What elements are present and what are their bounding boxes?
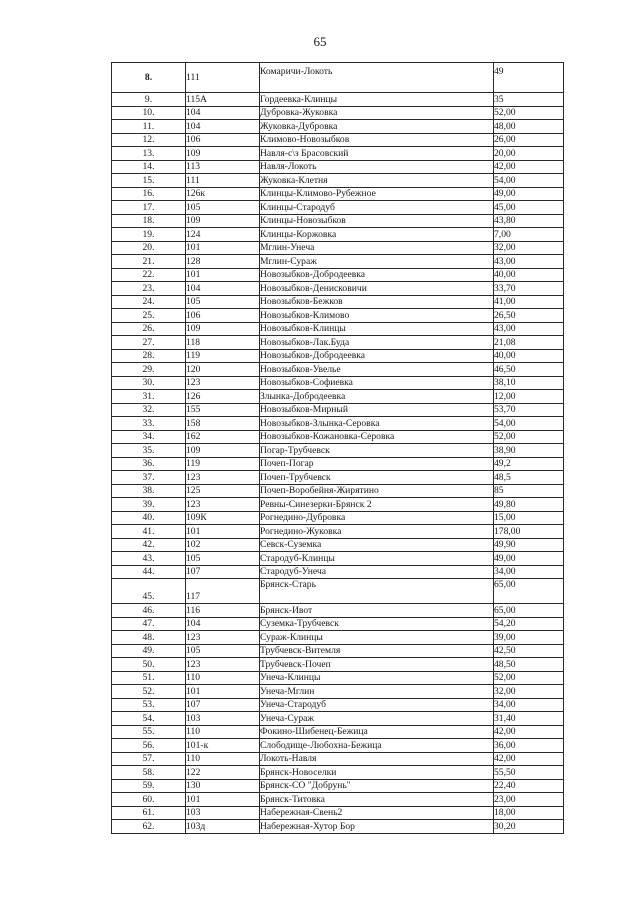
table-row	[112, 430, 564, 444]
fare-cell: 40,00	[494, 268, 564, 282]
route-number-cell: 109	[186, 214, 260, 228]
fare-cell: 23,00	[494, 793, 564, 807]
fare-cell: 55,50	[494, 766, 564, 780]
route-number-cell: 107	[186, 565, 260, 579]
route-number-cell: 110	[186, 725, 260, 739]
route-name-cell: Новозыбков-Клинцы	[260, 322, 494, 336]
route-number-cell: 104	[186, 282, 260, 296]
row-number-cell: 10.	[112, 106, 186, 120]
table-row	[112, 444, 564, 458]
route-number-cell: 111	[186, 63, 260, 93]
route-name-cell: Клинцы-Стародуб	[260, 201, 494, 215]
table-row	[112, 187, 564, 201]
fare-cell: 54,20	[494, 617, 564, 631]
row-number-cell: 53.	[112, 698, 186, 712]
route-number-cell: 125	[186, 484, 260, 498]
route-name-cell: Брянск-Новоселки	[260, 766, 494, 780]
route-number-cell: 123	[186, 658, 260, 672]
fare-cell: 43,00	[494, 322, 564, 336]
route-name-cell: Новозыбков-Софиевка	[260, 376, 494, 390]
route-number-cell: 101-к	[186, 739, 260, 753]
fare-cell: 12,00	[494, 390, 564, 404]
route-name-cell: Трубчевск-Витемля	[260, 644, 494, 658]
route-name-cell: Новозыбков-Увелье	[260, 363, 494, 377]
route-number-cell: 105	[186, 644, 260, 658]
routes-table	[111, 62, 564, 834]
row-number-cell: 60.	[112, 793, 186, 807]
fare-cell: 46,50	[494, 363, 564, 377]
route-number-cell: 101	[186, 685, 260, 699]
row-number-cell: 39.	[112, 498, 186, 512]
fare-cell: 15,00	[494, 511, 564, 525]
row-number-cell: 16.	[112, 187, 186, 201]
route-number-cell: 107	[186, 698, 260, 712]
table-row	[112, 579, 564, 604]
route-name-cell: Злынка-Добродеевка	[260, 390, 494, 404]
table-row	[112, 390, 564, 404]
row-number-cell: 51.	[112, 671, 186, 685]
row-number-cell: 61.	[112, 806, 186, 820]
fare-cell: 42,00	[494, 725, 564, 739]
route-name-cell: Стародуб-Клинцы	[260, 552, 494, 566]
table-row	[112, 471, 564, 485]
fare-cell: 42,00	[494, 160, 564, 174]
table-row	[112, 698, 564, 712]
fare-cell: 43,00	[494, 255, 564, 269]
route-name-cell: Рогнедино-Дубровка	[260, 511, 494, 525]
row-number-cell: 59.	[112, 779, 186, 793]
route-number-cell: 120	[186, 363, 260, 377]
fare-cell: 18,00	[494, 806, 564, 820]
route-number-cell: 103д	[186, 820, 260, 834]
table-row	[112, 63, 564, 93]
table-row	[112, 214, 564, 228]
row-number-cell: 52.	[112, 685, 186, 699]
row-number-cell: 30.	[112, 376, 186, 390]
fare-cell: 49	[494, 63, 564, 93]
table-row	[112, 766, 564, 780]
table-row	[112, 349, 564, 363]
row-number-cell: 44.	[112, 565, 186, 579]
table-row	[112, 417, 564, 431]
route-number-cell: 126к	[186, 187, 260, 201]
table-row	[112, 631, 564, 645]
table-row	[112, 268, 564, 282]
table-row	[112, 336, 564, 350]
route-name-cell: Мглин-Унеча	[260, 241, 494, 255]
fare-cell: 26,00	[494, 133, 564, 147]
table-row	[112, 376, 564, 390]
fare-cell: 48,5	[494, 471, 564, 485]
table-row	[112, 160, 564, 174]
route-number-cell: 106	[186, 133, 260, 147]
row-number-cell: 17.	[112, 201, 186, 215]
route-name-cell: Стародуб-Унеча	[260, 565, 494, 579]
row-number-cell: 43.	[112, 552, 186, 566]
fare-cell: 49,00	[494, 552, 564, 566]
table-row	[112, 658, 564, 672]
fare-cell: 7,00	[494, 228, 564, 242]
route-number-cell: 103	[186, 712, 260, 726]
table-row	[112, 120, 564, 134]
route-name-cell: Новозыбков-Лак.Буда	[260, 336, 494, 350]
route-number-cell: 102	[186, 538, 260, 552]
route-name-cell: Жуковка-Клетня	[260, 174, 494, 188]
fare-cell: 49,80	[494, 498, 564, 512]
route-name-cell: Погар-Трубчевск	[260, 444, 494, 458]
route-number-cell: 116	[186, 604, 260, 618]
route-number-cell: 122	[186, 766, 260, 780]
fare-cell: 33,70	[494, 282, 564, 296]
route-name-cell: Клинцы-Климово-Рубежное	[260, 187, 494, 201]
row-number-cell: 15.	[112, 174, 186, 188]
fare-cell: 34,00	[494, 698, 564, 712]
fare-cell: 32,00	[494, 241, 564, 255]
table-row	[112, 174, 564, 188]
row-number-cell: 37.	[112, 471, 186, 485]
row-number-cell: 57.	[112, 752, 186, 766]
row-number-cell: 20.	[112, 241, 186, 255]
row-number-cell: 18.	[112, 214, 186, 228]
route-name-cell: Новозыбков-Денисковичи	[260, 282, 494, 296]
row-number-cell: 19.	[112, 228, 186, 242]
fare-cell: 42,00	[494, 752, 564, 766]
fare-cell: 52,00	[494, 671, 564, 685]
fare-cell: 52,00	[494, 430, 564, 444]
row-number-cell: 36.	[112, 457, 186, 471]
route-number-cell: 109	[186, 444, 260, 458]
row-number-cell: 26.	[112, 322, 186, 336]
route-number-cell: 119	[186, 349, 260, 363]
route-name-cell: Новозыбков-Добродеевка	[260, 349, 494, 363]
route-name-cell: Набережная-Свень2	[260, 806, 494, 820]
table-row	[112, 806, 564, 820]
table-row	[112, 820, 564, 834]
fare-cell: 54,00	[494, 417, 564, 431]
fare-cell: 31,40	[494, 712, 564, 726]
route-number-cell: 109	[186, 147, 260, 161]
route-name-cell: Брянск-Ивот	[260, 604, 494, 618]
route-number-cell: 104	[186, 617, 260, 631]
route-name-cell: Клинцы-Новозыбков	[260, 214, 494, 228]
table-row	[112, 644, 564, 658]
row-number-cell: 32.	[112, 403, 186, 417]
table-row	[112, 282, 564, 296]
row-number-cell: 41.	[112, 525, 186, 539]
table-row	[112, 228, 564, 242]
table-row	[112, 538, 564, 552]
route-number-cell: 115А	[186, 93, 260, 107]
table-row	[112, 793, 564, 807]
route-name-cell: Брянск-СО "Добрунь"	[260, 779, 494, 793]
route-number-cell: 124	[186, 228, 260, 242]
row-number-cell: 50.	[112, 658, 186, 672]
route-name-cell: Новозыбков-Мирный	[260, 403, 494, 417]
fare-cell: 34,00	[494, 565, 564, 579]
route-name-cell: Унеча-Сураж	[260, 712, 494, 726]
route-name-cell: Жуковка-Дубровка	[260, 120, 494, 134]
fare-cell: 42,50	[494, 644, 564, 658]
row-number-cell: 54.	[112, 712, 186, 726]
route-name-cell: Навля-с\з Брасовский	[260, 147, 494, 161]
table-row	[112, 604, 564, 618]
route-number-cell: 101	[186, 268, 260, 282]
fare-cell: 35	[494, 93, 564, 107]
route-number-cell: 123	[186, 376, 260, 390]
table-row	[112, 255, 564, 269]
route-name-cell: Суземка-Трубчевск	[260, 617, 494, 631]
row-number-cell: 11.	[112, 120, 186, 134]
fare-cell: 30,20	[494, 820, 564, 834]
table-row	[112, 739, 564, 753]
row-number-cell: 38.	[112, 484, 186, 498]
route-number-cell: 162	[186, 430, 260, 444]
table-row	[112, 511, 564, 525]
route-number-cell: 119	[186, 457, 260, 471]
route-number-cell: 123	[186, 498, 260, 512]
table-row	[112, 309, 564, 323]
route-name-cell: Гордеевка-Клинцы	[260, 93, 494, 107]
table-row	[112, 565, 564, 579]
route-name-cell: Новозыбков-Кожановка-Серовка	[260, 430, 494, 444]
fare-cell: 40,00	[494, 349, 564, 363]
route-name-cell: Севск-Суземка	[260, 538, 494, 552]
table-row	[112, 752, 564, 766]
row-number-cell: 34.	[112, 430, 186, 444]
route-name-cell: Брянск-Старь	[260, 579, 494, 604]
fare-cell: 54,00	[494, 174, 564, 188]
row-number-cell: 56.	[112, 739, 186, 753]
table-row	[112, 617, 564, 631]
route-name-cell: Локоть-Навля	[260, 752, 494, 766]
route-number-cell: 105	[186, 201, 260, 215]
route-name-cell: Почеп-Воробейня-Жирятино	[260, 484, 494, 498]
fare-cell: 178,00	[494, 525, 564, 539]
route-number-cell: 101	[186, 525, 260, 539]
row-number-cell: 13.	[112, 147, 186, 161]
fare-cell: 41,00	[494, 295, 564, 309]
row-number-cell: 29.	[112, 363, 186, 377]
row-number-cell: 28.	[112, 349, 186, 363]
fare-cell: 43,80	[494, 214, 564, 228]
fare-cell: 65,00	[494, 579, 564, 604]
route-number-cell: 113	[186, 160, 260, 174]
route-name-cell: Унеча-Мглин	[260, 685, 494, 699]
row-number-cell: 22.	[112, 268, 186, 282]
route-number-cell: 101	[186, 241, 260, 255]
fare-cell: 49,2	[494, 457, 564, 471]
row-number-cell: 47.	[112, 617, 186, 631]
table-row	[112, 403, 564, 417]
row-number-cell: 55.	[112, 725, 186, 739]
table-row	[112, 725, 564, 739]
fare-cell: 49,90	[494, 538, 564, 552]
route-number-cell: 155	[186, 403, 260, 417]
route-name-cell: Ревны-Синезерки-Брянск 2	[260, 498, 494, 512]
fare-cell: 65,00	[494, 604, 564, 618]
route-number-cell: 105	[186, 295, 260, 309]
route-name-cell: Почеп-Трубчевск	[260, 471, 494, 485]
route-number-cell: 158	[186, 417, 260, 431]
route-name-cell: Дубровка-Жуковка	[260, 106, 494, 120]
row-number-cell: 62.	[112, 820, 186, 834]
fare-cell: 22,40	[494, 779, 564, 793]
route-name-cell: Новозыбков-Добродеевка	[260, 268, 494, 282]
fare-cell: 49,00	[494, 187, 564, 201]
routes-table-body	[112, 63, 564, 834]
table-row	[112, 498, 564, 512]
fare-cell: 38,10	[494, 376, 564, 390]
fare-cell: 53,70	[494, 403, 564, 417]
route-number-cell: 117	[186, 579, 260, 604]
route-name-cell: Навля-Локоть	[260, 160, 494, 174]
table-row	[112, 363, 564, 377]
fare-cell: 32,00	[494, 685, 564, 699]
table-row	[112, 241, 564, 255]
row-number-cell: 42.	[112, 538, 186, 552]
fare-cell: 20,00	[494, 147, 564, 161]
route-name-cell: Слободище-Любохна-Бежица	[260, 739, 494, 753]
route-number-cell: 123	[186, 471, 260, 485]
route-name-cell: Набережная-Хутор Бор	[260, 820, 494, 834]
row-number-cell: 24.	[112, 295, 186, 309]
route-name-cell: Клинцы-Коржовка	[260, 228, 494, 242]
table-row	[112, 685, 564, 699]
route-number-cell: 101	[186, 793, 260, 807]
fare-cell: 48,50	[494, 658, 564, 672]
table-row	[112, 671, 564, 685]
row-number-cell: 9.	[112, 93, 186, 107]
row-number-cell: 14.	[112, 160, 186, 174]
route-name-cell: Трубчевск-Почеп	[260, 658, 494, 672]
row-number-cell: 23.	[112, 282, 186, 296]
route-number-cell: 104	[186, 106, 260, 120]
table-row	[112, 457, 564, 471]
table-row	[112, 552, 564, 566]
row-number-cell: 8.	[112, 63, 186, 93]
route-name-cell: Брянск-Титовка	[260, 793, 494, 807]
route-number-cell: 110	[186, 752, 260, 766]
row-number-cell: 31.	[112, 390, 186, 404]
table-row	[112, 484, 564, 498]
table-row	[112, 201, 564, 215]
fare-cell: 45,00	[494, 201, 564, 215]
route-name-cell: Фокино-Шибенец-Бежица	[260, 725, 494, 739]
route-name-cell: Климово-Новозыбков	[260, 133, 494, 147]
table-row	[112, 779, 564, 793]
fare-cell: 85	[494, 484, 564, 498]
fare-cell: 38,90	[494, 444, 564, 458]
route-number-cell: 109К	[186, 511, 260, 525]
route-number-cell: 106	[186, 309, 260, 323]
row-number-cell: 58.	[112, 766, 186, 780]
fare-cell: 26,50	[494, 309, 564, 323]
table-row	[112, 93, 564, 107]
route-number-cell: 111	[186, 174, 260, 188]
route-number-cell: 123	[186, 631, 260, 645]
route-name-cell: Новозыбков-Злынка-Серовка	[260, 417, 494, 431]
row-number-cell: 45.	[112, 579, 186, 604]
route-name-cell: Почеп-Погар	[260, 457, 494, 471]
row-number-cell: 12.	[112, 133, 186, 147]
row-number-cell: 40.	[112, 511, 186, 525]
row-number-cell: 25.	[112, 309, 186, 323]
route-number-cell: 103	[186, 806, 260, 820]
row-number-cell: 33.	[112, 417, 186, 431]
row-number-cell: 48.	[112, 631, 186, 645]
page-number: 65	[313, 34, 327, 49]
table-row	[112, 147, 564, 161]
route-name-cell: Унеча-Клинцы	[260, 671, 494, 685]
row-number-cell: 46.	[112, 604, 186, 618]
route-number-cell: 105	[186, 552, 260, 566]
fare-cell: 39,00	[494, 631, 564, 645]
route-number-cell: 130	[186, 779, 260, 793]
row-number-cell: 21.	[112, 255, 186, 269]
route-number-cell: 104	[186, 120, 260, 134]
route-number-cell: 118	[186, 336, 260, 350]
table-row	[112, 106, 564, 120]
table-row	[112, 322, 564, 336]
route-number-cell: 110	[186, 671, 260, 685]
fare-cell: 52,00	[494, 106, 564, 120]
row-number-cell: 27.	[112, 336, 186, 350]
route-number-cell: 109	[186, 322, 260, 336]
table-row	[112, 133, 564, 147]
fare-cell: 21,08	[494, 336, 564, 350]
route-name-cell: Новозыбков-Климово	[260, 309, 494, 323]
route-name-cell: Рогнедино-Жуковка	[260, 525, 494, 539]
route-name-cell: Унеча-Стародуб	[260, 698, 494, 712]
route-number-cell: 126	[186, 390, 260, 404]
route-name-cell: Сураж-Клинцы	[260, 631, 494, 645]
table-row	[112, 525, 564, 539]
route-name-cell: Комаричи-Локоть	[260, 63, 494, 93]
route-name-cell: Мглин-Сураж	[260, 255, 494, 269]
route-number-cell: 128	[186, 255, 260, 269]
fare-cell: 36,00	[494, 739, 564, 753]
route-name-cell: Новозыбков-Бежков	[260, 295, 494, 309]
fare-cell: 48,00	[494, 120, 564, 134]
table-row	[112, 295, 564, 309]
table-row	[112, 712, 564, 726]
row-number-cell: 49.	[112, 644, 186, 658]
row-number-cell: 35.	[112, 444, 186, 458]
